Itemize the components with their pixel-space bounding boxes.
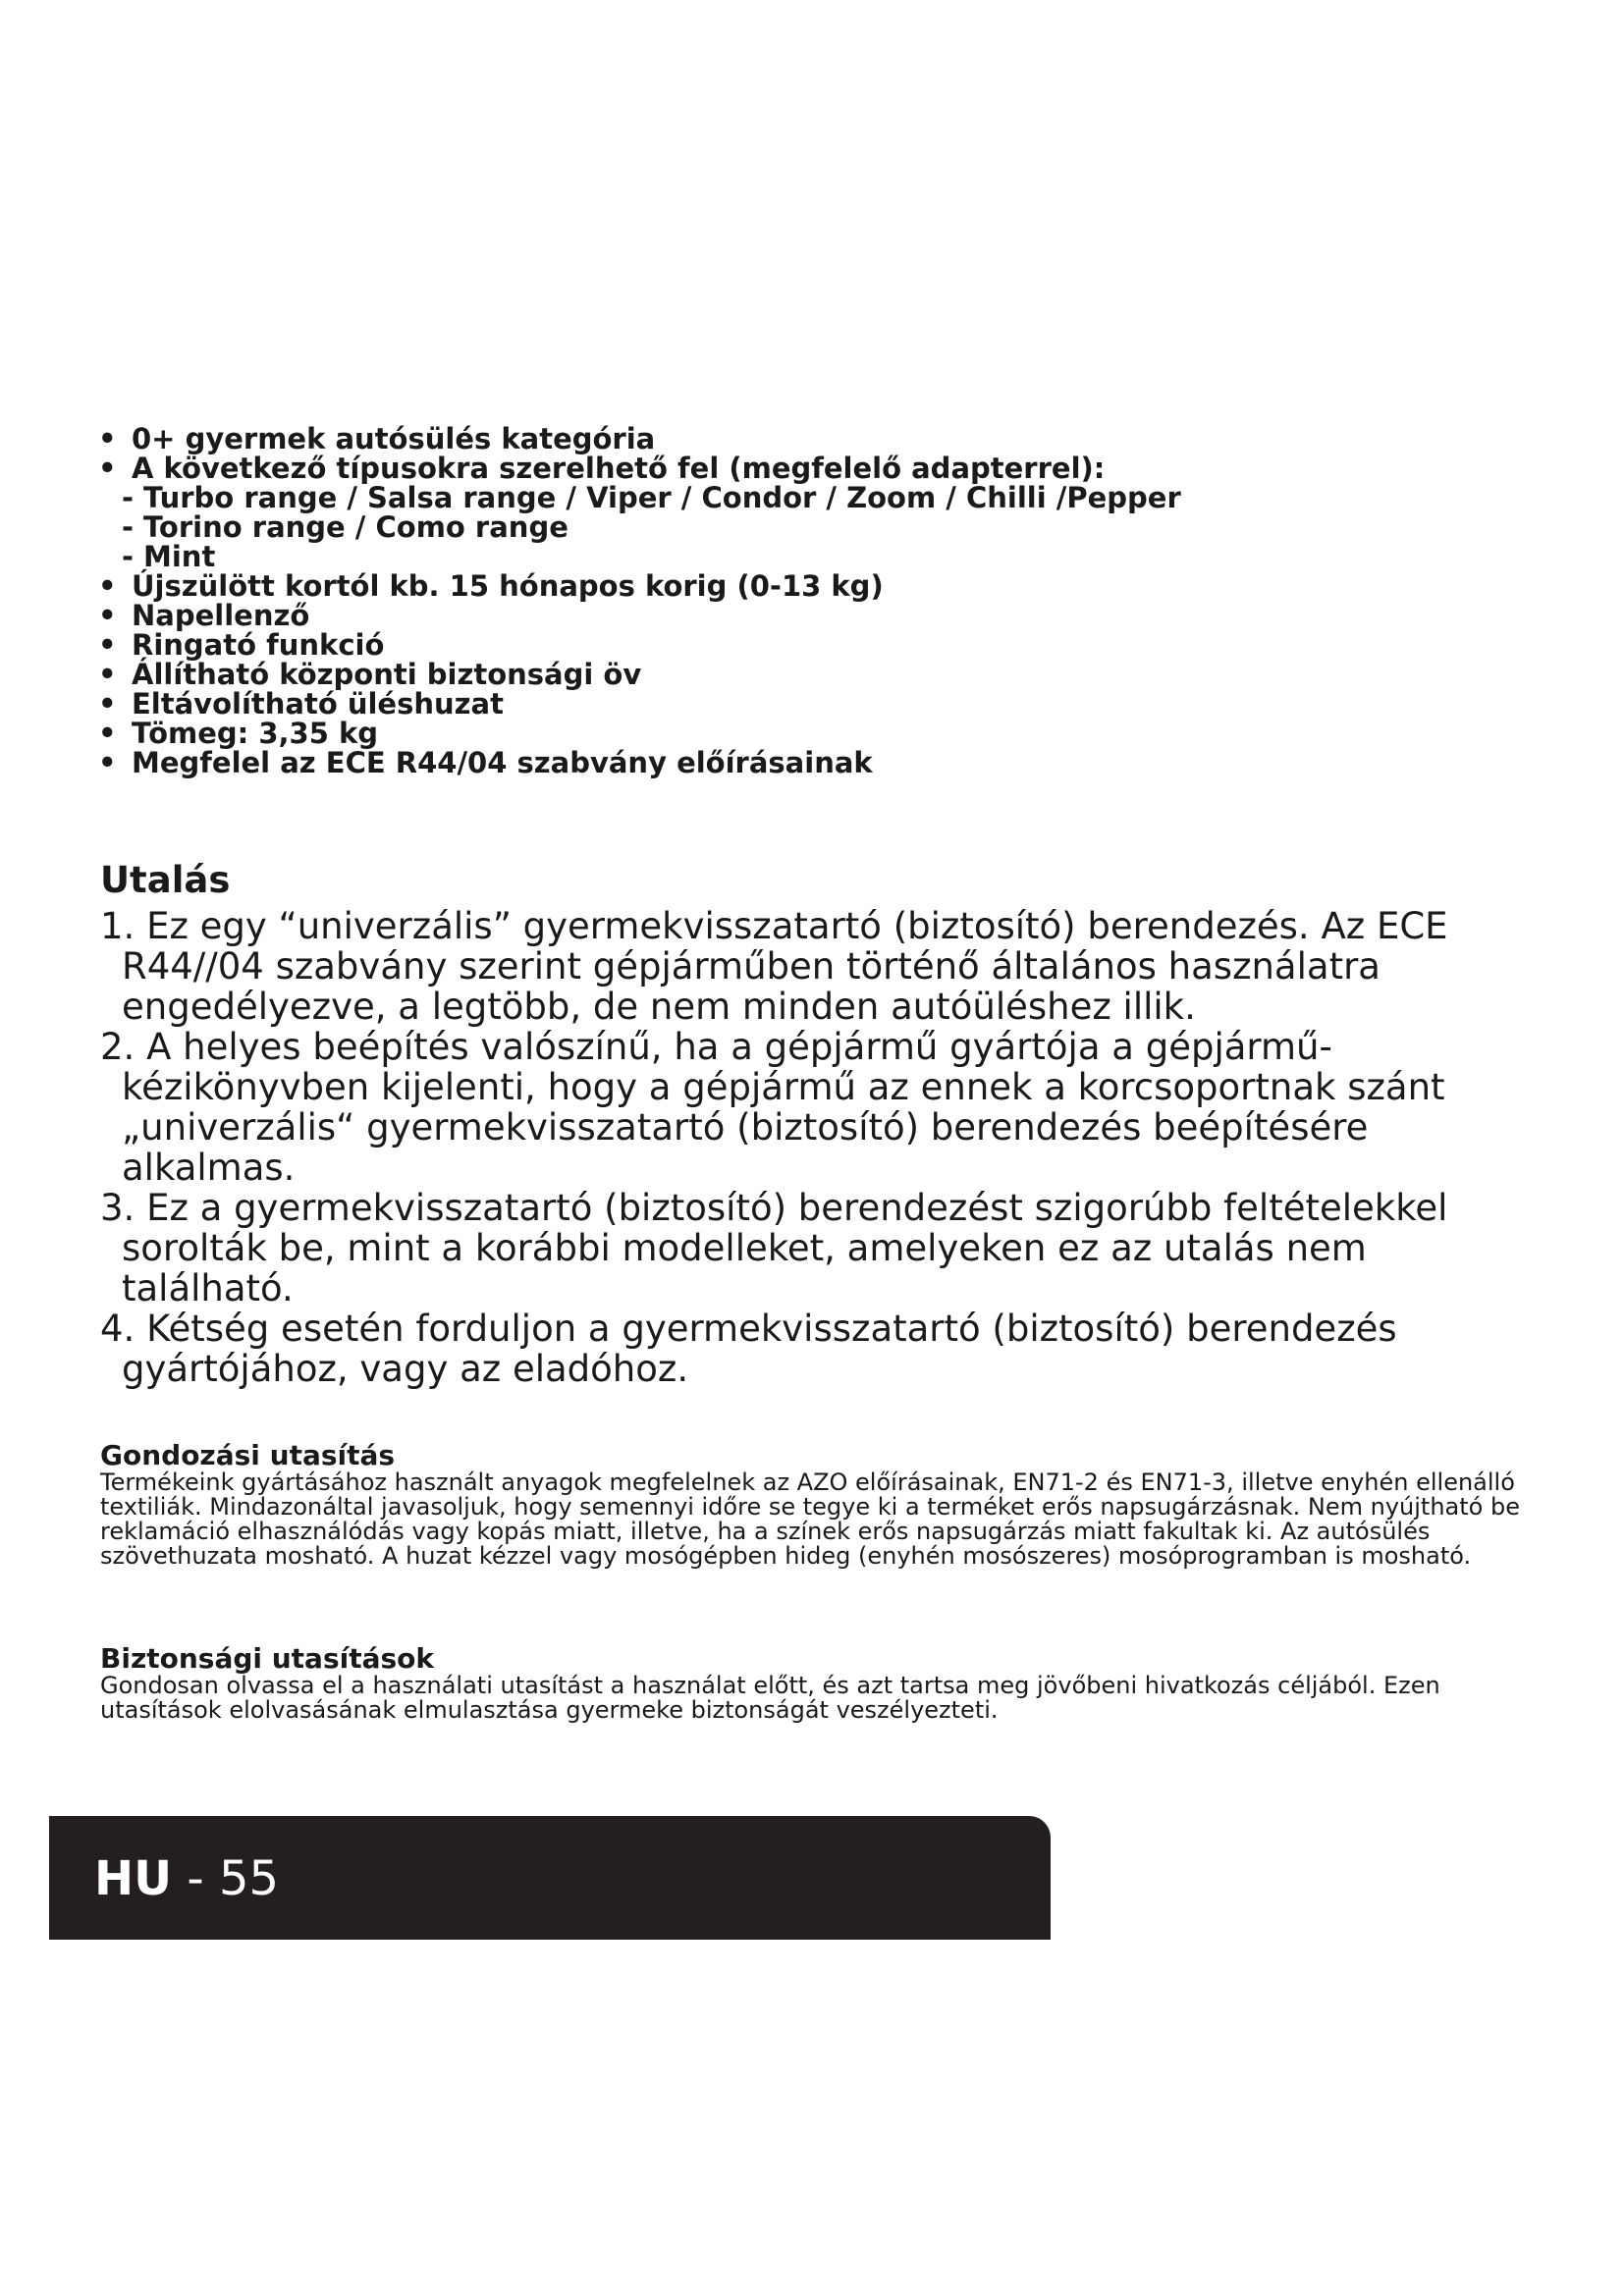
bullet-icon: •: [98, 658, 117, 691]
notice-number: 4.: [100, 1308, 135, 1350]
notice-number: 2.: [100, 1026, 135, 1068]
feature-item: [98, 424, 1473, 454]
feature-text: Mint: [143, 540, 216, 573]
notice-text: Kétség esetén forduljon a gyermekvisszatartó (biztosító) berendezés gyártójához, vagy az eladóhoz.: [122, 1308, 1397, 1390]
notice-item: [100, 1308, 1534, 1389]
bullet-icon: •: [98, 422, 117, 455]
feature-text: Állítható központi biztonsági öv: [132, 658, 642, 691]
care-body: Termékeink gyártásához használt anyagok megfelelnek az AZO előírásainak, EN71-2 és EN71-3, illetve enyhén ellenálló textiliák. Mindazonáltal javasoljuk, hogy semennyi időre se tegye ki a terméket erős napsugárzásnak. Nem nyújtható be reklamáció elhasználódás vagy kopás miatt, illetve, ha a színek erős napsugárzás miatt fakultak ki. Az autósülés szövethuzata mosható. A huzat kézzel vagy mosógépben hideg (enyhén mosószeres) mosóprogramban is mosható.: [100, 1468, 1520, 1570]
notice-section: [100, 859, 1534, 1389]
feature-item: [98, 660, 1473, 689]
safety-section: [100, 1644, 1553, 1723]
page-separator: -: [172, 1851, 219, 1906]
feature-item: [98, 689, 1473, 719]
notice-item: [100, 1188, 1534, 1308]
bullet-icon: •: [98, 569, 117, 603]
feature-item: [98, 454, 1473, 483]
care-section: [100, 1441, 1553, 1569]
notice-text: Ez a gyermekvisszatartó (biztosító) berendezést szigorúbb feltételekkel sorolták be, mint a korábbi modelleket, amelyeken ez az utalás nem található.: [122, 1187, 1448, 1309]
bullet-icon: •: [98, 717, 117, 750]
notice-text: A helyes beépítés valószínű, ha a gépjármű gyártója a gépjármű-kézikönyvben kijelenti, hogy a gépjármű az ennek a korcsoportnak szánt „univerzális“ gyermekvisszatartó (biztosító) berendezés beépítésére alkalmas.: [122, 1026, 1445, 1189]
feature-item: [98, 601, 1473, 630]
feature-subitem: [98, 483, 1473, 512]
notice-item: [100, 1027, 1534, 1188]
notice-number: 1.: [100, 905, 135, 947]
feature-item: [98, 630, 1473, 660]
feature-text: Eltávolítható üléshuzat: [132, 687, 504, 721]
feature-list: [98, 424, 1473, 777]
feature-text: Megfelel az ECE R44/04 szabvány előírásainak: [132, 746, 873, 779]
notice-list: [100, 906, 1534, 1389]
bullet-icon: •: [98, 452, 117, 485]
feature-item: [98, 571, 1473, 601]
bullet-icon: •: [98, 599, 117, 632]
page-number-label: [94, 1853, 279, 1904]
notice-text: Ez egy “univerzális” gyermekvisszatartó (biztosító) berendezés. Az ECE R44//04 szabvány szerint gépjárműben történő általános használatra engedélyezve, a legtöbb, de nem minden autóüléshez illik.: [122, 905, 1448, 1028]
safety-body: Gondosan olvassa el a használati utasítást a használat előtt, és azt tartsa meg jövőbeni hivatkozás céljából. Ezen utasítások elolvasásának elmulasztása gyermeke biztonságát veszélyezteti.: [100, 1672, 1440, 1724]
dash-icon: -: [122, 540, 135, 573]
feature-item: [98, 719, 1473, 748]
safety-title: Biztonsági utasítások: [100, 1642, 435, 1675]
feature-text: 0+ gyermek autósülés kategória: [132, 422, 656, 455]
bullet-icon: •: [98, 687, 117, 721]
feature-text: Tömeg: 3,35 kg: [132, 717, 379, 750]
notice-item: [100, 906, 1534, 1027]
dash-icon: -: [122, 510, 135, 544]
feature-text: Napellenző: [132, 599, 310, 632]
page-number: 55: [219, 1851, 280, 1906]
feature-text: Turbo range / Salsa range / Viper / Condor / Zoom / Chilli /Pepper: [143, 481, 1181, 514]
care-title: Gondozási utasítás: [100, 1439, 396, 1471]
dash-icon: -: [122, 481, 135, 514]
language-code: HU: [94, 1851, 173, 1906]
feature-text: Újszülött kortól kb. 15 hónapos korig (0-13 kg): [132, 569, 884, 603]
bullet-icon: •: [98, 746, 117, 779]
bullet-icon: •: [98, 628, 117, 662]
page-footer-bar: [49, 1816, 1051, 1940]
feature-text: Torino range / Como range: [143, 510, 568, 544]
feature-text: Ringató funkció: [132, 628, 385, 662]
feature-subitem: [98, 542, 1473, 571]
feature-subitem: [98, 512, 1473, 542]
feature-text: A következő típusokra szerelhető fel (megfelelő adapterrel):: [132, 452, 1106, 485]
notice-number: 3.: [100, 1187, 135, 1229]
feature-item: [98, 748, 1473, 777]
notice-title: Utalás: [100, 859, 231, 901]
